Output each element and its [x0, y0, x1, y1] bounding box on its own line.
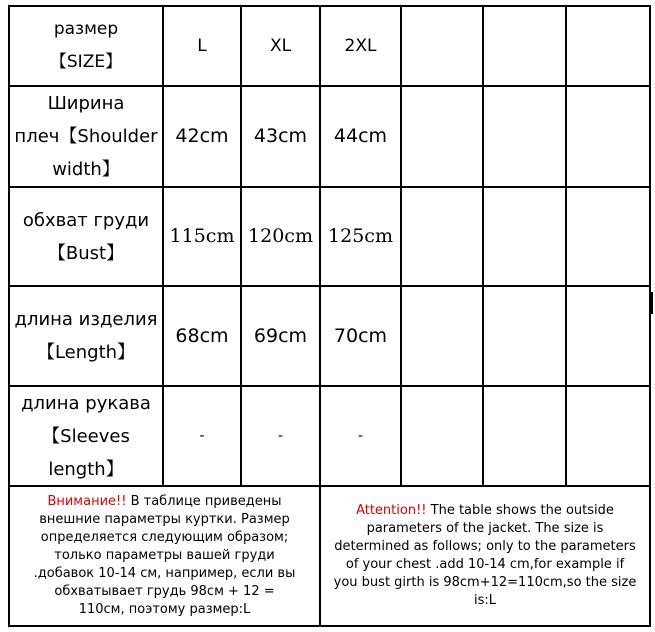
sleeves-2xl: -	[357, 427, 364, 444]
bust-2xl: 125cm	[328, 225, 393, 247]
label-line: width】	[52, 159, 120, 180]
note-russian-text	[34, 493, 296, 619]
length-2xl: 70cm	[333, 324, 388, 347]
label-line: 【Sleeves	[42, 425, 130, 447]
bust-xl: 120cm	[248, 225, 313, 247]
col-divider	[400, 5, 402, 486]
note-english	[323, 489, 647, 623]
text-cursor-mark	[651, 292, 653, 314]
row-label-length	[10, 287, 162, 385]
label-line: length】	[48, 458, 124, 480]
length-l: 68cm	[175, 324, 229, 347]
size-header-xl: XL	[269, 35, 292, 56]
label-line: плеч【Shoulder	[14, 126, 158, 147]
bust-l: 115cm	[169, 225, 235, 247]
row-label-shoulder	[10, 87, 162, 186]
note-russian-body: В таблице приведены внешние параметры куртки. Размер определяется следующим образом; только параметры вашей груди .добавок 10-14 см, например, если вы обхватывает грудь 98см + 12 = 110см, поэтому размер:L	[33, 494, 296, 617]
note-russian	[12, 489, 317, 623]
size-header-en: 【SIZE】	[49, 52, 123, 72]
table-border-right	[649, 5, 651, 627]
label-line: обхват груди	[22, 209, 150, 231]
col-divider	[565, 5, 567, 486]
size-header-ru: размер	[53, 19, 119, 39]
sleeves-xl: -	[277, 427, 284, 444]
col-divider	[482, 5, 484, 486]
label-line: длина изделия	[14, 309, 158, 330]
shoulder-l: 42cm	[175, 125, 229, 147]
size-chart-table	[8, 5, 651, 627]
size-header-2xl: 2XL	[344, 35, 377, 56]
label-line: 【Length】	[36, 342, 136, 363]
row-label-bust	[10, 188, 162, 285]
shoulder-2xl: 44cm	[333, 125, 388, 147]
label-line: длина рукава	[21, 392, 151, 414]
size-header-l: L	[197, 35, 207, 56]
table-border-bottom	[8, 625, 651, 627]
label-line: 【Bust】	[47, 242, 125, 264]
size-header-label	[10, 7, 162, 85]
note-english-attention: Attention!!	[356, 503, 427, 518]
note-english-text	[332, 502, 638, 610]
label-line: Ширина	[47, 93, 125, 114]
length-xl: 69cm	[253, 324, 308, 347]
shoulder-xl: 43cm	[253, 125, 308, 147]
note-russian-attention: Внимание!!	[47, 494, 127, 509]
sleeves-l: -	[199, 427, 205, 444]
note-english-body: The table shows the outside parameters of the jacket. The size is determined as follows; only to the parameters of your chest .add 10-14 cm,for example if you bust girth is 98cm+12=110cm,so the size is:L	[333, 503, 637, 608]
row-label-sleeves	[10, 387, 162, 485]
